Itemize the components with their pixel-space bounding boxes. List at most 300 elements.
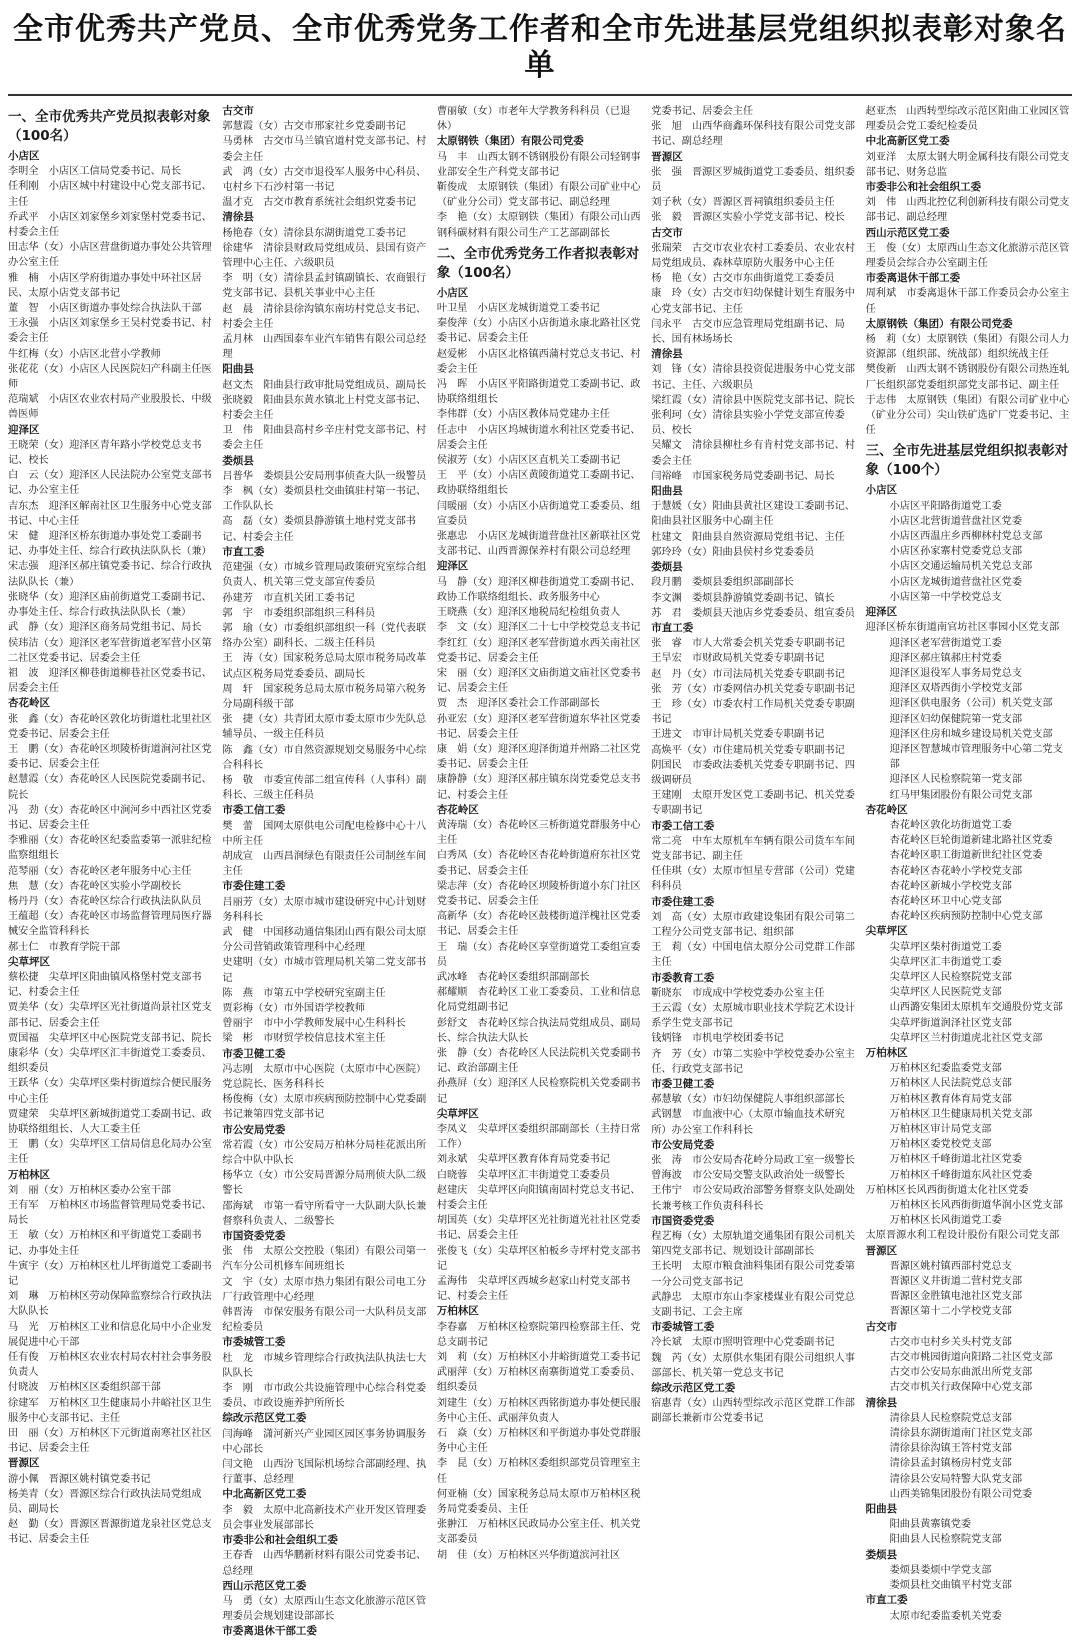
list-item: 杨俊梅（女）太原市疾病预防控制中心党委副书记兼第四党支部书记	[222, 1094, 427, 1121]
district-heading: 古交市	[865, 1320, 898, 1333]
list-item: 迎泽区妇幼保健院第一党支部	[889, 713, 1023, 725]
list-item: 清徐县孟封镇杨房村党支部	[889, 1458, 1012, 1470]
list-item: 刘 高（女）太原市政建设集团有限公司第二工程分公司党支部书记、组织部	[651, 911, 855, 938]
list-item: 田志华（女）小店区营盘街道办事处公共管理办公室主任	[8, 242, 212, 269]
list-item: 康彩华（女）尖草坪区汇丰街道党工委委员、组织委员	[8, 1047, 212, 1075]
list-item: 迎泽区老军营街道党工委	[889, 637, 1002, 649]
district-heading: 迎泽区	[436, 560, 469, 573]
list-item: 杏花岭区杏花岭小学校党支部	[889, 865, 1023, 877]
list-item: 万柏林区教育体育局党支部	[889, 1093, 1012, 1105]
list-item: 李 枫（女）娄烦县杜交曲镇驻村第一书记、工作队队长	[222, 486, 427, 513]
list-item: 范琴丽（女）杏花岭区老年服务中心主任	[8, 865, 192, 877]
list-item: 曾海波 市公安局交警支队政治处一级警长	[651, 1170, 845, 1182]
district-heading: 太原钢铁（集团）有限公司党委	[436, 135, 584, 148]
list-item: 杨 莉（女）太原钢铁（集团）有限公司人力资源部（组织部、统战部）组织统战主任	[865, 334, 1070, 361]
list-item: 田 丽（女）万柏林区下元街道南寒社区社区书记、居委会主任	[8, 1428, 212, 1455]
list-item: 康 玲（女）古交市妇幼保健计划生育服务中心党支部书记、主任	[651, 288, 855, 315]
list-item: 冯 劲（女）杏花岭区中涧河乡中西社区党委书记、居委会主任	[8, 804, 212, 831]
list-item: 党委书记、居委会主任	[651, 106, 754, 117]
list-item: 小店区交通运输局机关党总支部	[889, 561, 1033, 573]
list-item: 吉东杰 迎泽区解南社区卫生服务中心党支部书记、中心主任	[8, 500, 212, 527]
district-heading: 市公安局党委	[222, 1123, 286, 1136]
list-item: 张翀江 万柏林区民政局办公室主任、机关党支部委员	[436, 1519, 641, 1546]
district-heading: 迎泽区	[865, 606, 898, 619]
list-item: 古交市屯村乡关头村党支部	[889, 1336, 1012, 1348]
list-item: 王伟宁 市公安局政治部警务督察支队处副处长兼考核工作负责科科长	[651, 1185, 855, 1212]
list-item: 雅 楠 小店区学府街道办事处中环社区居民、太原小店党支部书记	[8, 272, 202, 299]
district-heading: 万柏林区	[865, 1046, 908, 1059]
list-item: 古交市桃园街道向阳路二社区党支部	[889, 1352, 1053, 1364]
list-item: 阴国民 市委政法委机关党委专职副书记、四级调研员	[651, 759, 855, 786]
list-item: 尖草坪区兰村街道虎北社区党支部	[889, 1032, 1043, 1044]
district-heading: 市国资委党委	[222, 1230, 286, 1243]
district-heading: 市国资委党委	[651, 1214, 715, 1227]
list-item: 冷长斌 太原市照明管理中心党委副书记	[651, 1337, 835, 1349]
list-item: 刘 琳 万柏林区劳动保障监察综合行政执法大队队长	[8, 1291, 212, 1318]
list-item: 山西潞安集团太原机车交通股份党支部	[889, 1002, 1063, 1014]
list-item: 梁红霞（女）清徐县中医院党支部书记、院长	[651, 394, 855, 406]
list-item: 程艺梅（女）太原轨道交通集团有限公司机关第四党支部书记、规划设计部副部长	[651, 1231, 855, 1258]
list-item: 陈 鑫（女）市自然资源规划交易服务中心综合科科长	[222, 744, 427, 771]
district-heading: 迎泽区	[8, 423, 40, 436]
list-item: 杨 艳（女）古交市东曲街道党工委委员	[651, 273, 835, 285]
list-item: 闫文艳 山西汾飞国际机场综合部副经理、执行董事、总经理	[222, 1459, 427, 1486]
list-item: 王蕴超（女）杏花岭区市场监督管理局医疗器械安全监管科科长	[8, 911, 212, 938]
list-item: 宋志强 迎泽区郝庄镇党委书记、综合行政执法队队长（兼）	[8, 561, 212, 588]
district-heading: 尖草坪区	[865, 925, 908, 938]
district-heading: 西山示范区党工委	[865, 226, 950, 239]
list-item: 梁 彬 市财贸学校信息技术室主任	[222, 1033, 386, 1045]
district-heading: 市委城管工委	[222, 1336, 286, 1349]
list-item: 万柏林区长风街道党工委	[889, 1215, 1002, 1227]
district-heading: 尖草坪区	[8, 955, 50, 968]
list-item: 高焕平（女）市住建局机关党委专职副书记	[651, 744, 845, 756]
list-item: 杨华立（女）市公安局晋源分局刑侦大队二级警长	[222, 1170, 427, 1197]
list-item: 王 平（女）小店区黄陵街道党工委副书记、政协联络组组长	[436, 470, 641, 497]
list-item: 郝慧敏（女）市妇幼保健院人事组织部部长	[651, 1094, 845, 1106]
list-item: 武钢慧 市血液中心（太原市输血技术研究所）办公室工作科科长	[651, 1109, 845, 1136]
district-heading: 市委教育工委	[651, 971, 715, 984]
list-item: 乔武平 小店区刘家堡乡刘家堡村党委书记、村委会主任	[8, 211, 212, 239]
document-title: 全市优秀共产党员、全市优秀党务工作者和全市先进基层党组织拟表彰对象名单	[13, 12, 1067, 83]
list-item: 黄涛瑞（女）杏花岭区三桥街道党群服务中心主任	[436, 819, 641, 847]
district-heading: 市委工信工委	[222, 804, 286, 817]
district-heading: 古交市	[651, 226, 683, 239]
list-item: 常若霞（女）市公安局万柏林分局桂花派出所综合中队中队长	[222, 1139, 427, 1167]
list-item: 曾丽宇 市中小学教师发展中心生科科长	[222, 1018, 406, 1030]
list-item: 刘 伟 山西北控亿利创新科技有限公司党支部书记、副总经理	[865, 197, 1070, 224]
district-heading: 万柏林区	[8, 1168, 50, 1181]
list-item: 王晓荣（女）迎泽区青年路小学校党总支书记、校长	[8, 439, 202, 467]
list-item: 赵文杰 阳曲县行政审批局党组成员、副局长	[222, 379, 427, 391]
list-item: 阳曲县黄寨镇党委	[889, 1519, 972, 1531]
column-4	[651, 104, 857, 1425]
list-item: 阳曲县人民检察院党支部	[889, 1534, 1002, 1546]
list-item: 刘永斌 尖草坪区教育体育局党委书记	[436, 1154, 610, 1166]
list-item: 李雅丽（女）杏花岭区纪委监委第一派驻纪检监察组组长	[8, 835, 212, 862]
list-item: 尖草坪区柴村街道党工委	[889, 941, 1002, 953]
district-heading: 市委住建工委	[222, 880, 286, 893]
list-item: 迎泽区桥东街道南官坊社区事园小区党支部	[865, 622, 1060, 634]
section-heading: 三、全市先进基层党组织拟表彰对象（100个）	[865, 443, 1069, 479]
list-item: 杜建文 阳曲县自然资源局党组书记、主任	[651, 531, 845, 543]
list-item: 李伟群（女）小店区教体局党建办主任	[436, 409, 610, 421]
district-heading: 阳曲县	[651, 485, 683, 498]
list-item: 冯 晖 小店区平阳路街道党工委副书记、政协联络组组长	[436, 379, 641, 406]
list-item: 晋源区义井街道二营村党支部	[889, 1276, 1023, 1288]
columns-container	[8, 104, 1072, 1638]
district-heading: 万柏林区	[436, 1305, 479, 1318]
list-item: 张 毅 晋源区实验小学党支部书记、校长	[651, 212, 845, 224]
list-item: 邵海斌 市第一看守所看守一大队副大队长兼督察科负责人、二级警长	[222, 1200, 427, 1227]
list-item: 武 健 中国移动通信集团山西有限公司太原分公司营销政策管理科中心经理	[222, 926, 427, 954]
list-item: 太原晋源水利工程设计股份有限公司党支部	[865, 1230, 1060, 1242]
list-item: 杏花岭区新城小学校党支部	[889, 880, 1012, 892]
list-item: 李 艳（女）太原钢铁（集团）有限公司山西钢科碳材料有限公司生产工艺部副部长	[436, 212, 641, 239]
list-item: 小店区孙家寨村党委党总支部	[889, 546, 1023, 558]
list-item: 李凤义 尖草坪区委组织部副部长（主持日常工作）	[436, 1124, 641, 1151]
district-heading: 市委非公和社会组织工委	[865, 181, 982, 194]
district-heading: 清徐县	[651, 348, 683, 361]
district-heading: 市委离退休干部工委	[865, 272, 961, 285]
list-item: 武静忠 太原市东山李家楼煤业有限公司党总支副书记、工会主席	[651, 1291, 855, 1319]
list-item: 王 鹏（女）杏花岭区坝陵桥街道涧河社区党委书记、居委会主任	[8, 743, 212, 771]
list-item: 迎泽区双塔西街小学校党支部	[889, 683, 1023, 695]
district-heading: 西山示范区党工委	[222, 1579, 307, 1592]
district-heading: 杏花岭区	[865, 803, 908, 816]
list-item: 万柏林区长风西街街道太化社区党委	[865, 1184, 1029, 1196]
district-heading: 市直工委	[865, 1594, 908, 1607]
list-item: 武冰峰 杏花岭区委组织部副部长	[436, 971, 590, 983]
list-item: 马 静（女）迎泽区柳巷街道党工委副书记、政协工作联络组组长、政务服务中心	[436, 576, 641, 603]
list-item: 尖草坪区人民检察院党支部	[889, 971, 1012, 983]
list-item: 王春香 山西华鹏新材料有限公司党委书记、总经理	[222, 1550, 427, 1577]
list-item: 杨丹丹（女）杏花岭区综合行政执法队队员	[8, 895, 202, 907]
list-item: 红马甲集团股份有限公司党支部	[889, 789, 1033, 801]
list-item: 杏花岭区职工街道新世纪社区党委	[889, 850, 1043, 862]
list-item: 齐 芳（女）市第二实验中学校党委办公室主任、行政党支部书记	[651, 1048, 855, 1075]
list-item: 小店区龙城街道营盘社区党委	[889, 576, 1023, 588]
list-item: 张晓毅 阳曲县东黄水镇北上村党支部书记、村委会主任	[222, 394, 427, 422]
list-item: 赵 勤（女）晋源区晋源街道龙泉社区党总支书记、居委会主任	[8, 1519, 212, 1546]
list-item: 王云霞（女）太原城市职业技术学院艺术设计系学生党支部书记	[651, 1002, 855, 1030]
list-item: 王 敏（女）万柏林区和平街道党工委副书记、办事处主任	[8, 1230, 202, 1257]
list-item: 万柏林区千峰街道北社区党委	[889, 1154, 1023, 1166]
list-item: 吕普华 娄烦县公安局刑事侦查大队一级警员	[222, 470, 427, 482]
district-heading: 市委城管工委	[651, 1321, 715, 1334]
list-item: 李 昆（女）万柏林区委组织部党员管理室主任	[436, 1458, 641, 1485]
district-heading: 市委卫健工委	[222, 1047, 286, 1060]
list-item: 杜 龙 市城乡管理综合行政执法队执法七大队队长	[222, 1352, 427, 1379]
district-heading: 娄烦县	[222, 454, 254, 467]
list-item: 郝耀顺 杏花岭区工业工委委员、工业和信息化局党组副书记	[436, 987, 641, 1014]
list-item: 赵建庆 尖草坪区向阳镇南固村党总支书记、村委会主任	[436, 1184, 641, 1212]
list-item: 武丽萍（女）万柏林区南寨街道党工委委员、组织委员	[436, 1367, 641, 1394]
list-item: 卫 伟 阳曲县高村乡辛庄村党支部书记、村委会主任	[222, 425, 427, 452]
list-item: 贾国福 尖草坪区中心医院党支部书记、院长	[8, 1032, 212, 1044]
list-item: 杏花岭区敦化坊街道党工委	[889, 819, 1012, 831]
list-item: 郭玲玲（女）阳曲县侯村乡党委委员	[651, 546, 815, 558]
list-item: 陈 燕 市第五中学校研究室副主任	[222, 987, 386, 999]
list-item: 张 捷（女）共青团太原市委太原市少先队总辅导员、一级主任科员	[222, 714, 427, 741]
list-item: 胡 佳（女）万柏林区兴华街道滨河社区	[436, 1549, 621, 1561]
district-heading: 综改示范区党工委	[222, 1412, 307, 1425]
list-item: 晋源区金胜镇电池社区党支部	[889, 1291, 1023, 1303]
list-item: 胡成宣 山西昌润绿色有限责任公司制丝车间主任	[222, 850, 427, 878]
list-item: 李 文（女）迎泽区二十七中学校党总支书记	[436, 622, 641, 634]
column-1	[8, 104, 214, 1546]
list-item: 焦 慧（女）杏花岭区实验小学副校长	[8, 880, 182, 892]
district-heading: 晋源区	[8, 1457, 40, 1470]
list-item: 万柏林区卫生健康局机关党支部	[889, 1108, 1033, 1120]
list-item: 史建明（女）市城市管理局机关第二党支部书记	[222, 957, 427, 984]
list-item: 万柏林区审计局党支部	[889, 1124, 992, 1135]
district-heading: 市委非公和社会组织工委	[222, 1534, 338, 1547]
list-item: 迎泽区智慧城市管理服务中心第二党支部	[889, 743, 1063, 771]
list-item: 任有俊 万柏林区农业农村局农村社会事务股负责人	[8, 1352, 212, 1379]
list-item: 王永强 小店区刘家堡乡王吴村党委书记、村委会主任	[8, 318, 212, 345]
list-item: 贾建荣 尖草坪区新城街道党工委副书记、政协联络组组长、人大工委主任	[8, 1108, 212, 1135]
list-item: 杏花岭区环卫中心党支部	[889, 895, 1002, 907]
list-item: 王晓燕（女）迎泽区地税局纪检组负责人	[436, 607, 621, 619]
list-item: 张 芳（女）市委网信办机关党委专职副书记	[651, 683, 855, 695]
district-heading: 市委住建工委	[651, 895, 715, 908]
list-item: 高 磊（女）娄烦县静游镇土地村党支部书记、村委会主任	[222, 516, 416, 543]
district-heading: 古交市	[222, 105, 254, 117]
list-item: 靳晓东 市成成中学校党委办公室主任	[651, 987, 825, 999]
section-heading: 一、全市优秀共产党员拟表彰对象（100名）	[8, 109, 211, 144]
list-item: 李春嘉 万柏林区检察院第四检察部主任、党总支副书记	[436, 1321, 641, 1348]
list-item: 刘子秋（女）晋源区晋祠镇组织委员主任	[651, 197, 835, 209]
list-item: 郝士仁 市教育学院干部	[8, 941, 121, 953]
list-item: 迎泽区人民检察院第一党支部	[889, 774, 1023, 786]
list-item: 赵爱彬 小店区北格镇西蒲村党总支书记、村委会主任	[436, 348, 641, 375]
list-item: 王 鹏（女）尖草坪区工信局信息化局办公室主任	[8, 1139, 212, 1166]
list-item: 康 娟（女）迎泽区迎泽街道并州路二社区党委书记、居委会主任	[436, 743, 641, 771]
list-item: 任利刚 小店区城中村建设中心党支部书记、主任	[8, 181, 212, 208]
list-item: 清徐县东湖街道南门社区党支部	[889, 1428, 1033, 1440]
list-item: 小店区第一中学校党总支	[889, 591, 1002, 603]
list-item: 刘亚洋 太原太钢大明金属科技有限公司党支部书记、财务总监	[865, 151, 1070, 178]
list-item: 山西美锦集团股份有限公司党委	[889, 1488, 1033, 1500]
list-item: 祖 波 迎泽区柳巷街道柳巷社区党委书记、居委会主任	[8, 667, 212, 695]
list-item: 闫永平 古交市应急管理局党组副书记、局长、国有林场场长	[651, 318, 845, 346]
list-item: 游小佩 晋源区姚村镇党委书记	[8, 1473, 151, 1485]
district-heading: 市公安局党委	[651, 1138, 715, 1151]
list-item: 吴耀文 清徐县柳杜乡有肯村党支部书记、村委会主任	[651, 440, 855, 467]
list-item: 杏花岭区巨轮街道新建北路社区党委	[889, 835, 1053, 847]
district-heading: 杏花岭区	[8, 697, 50, 710]
district-heading: 杏花岭区	[436, 803, 479, 816]
list-item: 文 宇（女）太原市热力集团有限公司电工分厂行政管理中心经理	[222, 1276, 427, 1303]
list-item: 张俊飞（女）尖草坪区柏板乡寺坪村党支部书记	[436, 1245, 641, 1272]
list-item: 叶卫星 小店区龙城街道党工委书记	[436, 303, 600, 315]
list-item: 郭慧霞（女）古交市邢家社乡党委副书记	[222, 121, 406, 133]
list-item: 任志中 小店区坞城街道水利社区党委书记、居委会主任	[436, 424, 641, 451]
list-item: 太原市纪委监委机关党委	[889, 1610, 1002, 1622]
list-item: 马 勇（女）太原西山生态文化旅游示范区管理委员会规划建设部部长	[222, 1595, 427, 1623]
list-item: 宿惠青（女）山西转型综改示范区党群工作部副部长兼新市公党委书记	[651, 1398, 855, 1425]
list-item: 马勇林 古交市马兰镇官道村党支部书记、村委会主任	[222, 136, 427, 163]
list-item: 孙建芳 市直机关团工委书记	[222, 592, 355, 604]
district-heading: 清徐县	[865, 1396, 898, 1409]
list-item: 李文渊 娄烦县静游镇党委副书记、镇长	[651, 592, 835, 604]
list-item: 段月鹏 娄烦县委组织部副部长	[651, 577, 794, 589]
list-item: 曹丽敏（女）市老年大学教务科科员（已退休）	[436, 106, 631, 133]
district-heading: 中北高新区党工委	[865, 135, 950, 148]
list-item: 钱炳锋 市机电学校团委书记	[651, 1033, 784, 1045]
list-item: 迎泽区退役军人事务局党总支	[889, 667, 1023, 679]
list-item: 刘 莉（女）万柏林区小井峪街道党工委书记	[436, 1352, 641, 1364]
list-item: 娄烦县杜交曲镇平村党支部	[889, 1580, 1012, 1592]
list-item: 张晓华（女）迎泽区庙前街道党工委副书记、办事处主任、综合行政执法队队长（兼）	[8, 591, 212, 619]
list-item: 韩晋涛 市保安服务有限公司一大队科员支部纪检委员	[222, 1307, 427, 1334]
list-item: 王建刚 太原开发区党工委副书记、机关党委专职副书记	[651, 790, 855, 817]
list-item: 李明全 小店区工信局党委书记、局长	[8, 166, 182, 178]
list-item: 宋 健 迎泽区桥东街道办事处党工委副书记、办事处主任、综合行政执法队队长（兼）	[8, 531, 212, 558]
list-item: 侯淑芳（女）小店区区直机关工委副书记	[436, 455, 621, 467]
list-item: 郭 宇 市委组织部组织三科科员	[222, 607, 376, 619]
list-item: 白晓蓉 尖草坪区汇丰街道党工委委员	[436, 1169, 610, 1181]
list-item: 刘建生（女）万柏林区西铭街道办事处便民服务中心主任、武丽萍负责人	[436, 1397, 641, 1424]
title-divider	[8, 94, 1072, 96]
list-item: 张 静（女）杏花岭区人民法院机关党委副书记、政治部副主任	[436, 1047, 641, 1075]
list-item: 迎泽区郝庄镇郝庄村党委	[889, 652, 1002, 664]
column-5	[865, 104, 1072, 1622]
list-item: 付晓波 万柏林区区委组织部干部	[8, 1382, 161, 1394]
list-item: 孟月林 山西国泰车业汽车销售有限公司总经理	[222, 334, 427, 361]
list-item: 康静静（女）迎泽区郝庄镇东岗党委党总支书记、村委会主任	[436, 774, 641, 801]
list-item: 杨艳春（女）清徐县东湖街道党工委书记	[222, 227, 406, 239]
list-item: 魏 芮（女）太原供水集团有限公司组织人事部部长、机关第一党总支书记	[651, 1352, 855, 1379]
list-item: 王 俊（女）太原西山生态文化旅游示范区管理委员会综合办公室副主任	[865, 242, 1070, 270]
list-item: 李 毅 太原中北高新技术产业开发区管理委员会事业发展部部长	[222, 1504, 427, 1531]
list-item: 张 涛 市公安局杏花岭分局政工室一级警长	[651, 1155, 855, 1167]
list-item: 闫裕峰 市国家税务局党委副书记、局长	[651, 470, 835, 482]
list-item: 张花花（女）小店区人民医院妇产科副主任医师	[8, 363, 212, 391]
list-item: 彭舒文 杏花岭区综合执法局党组成员、副局长、综合执法大队长	[436, 1017, 641, 1044]
district-heading: 小店区	[436, 286, 469, 299]
list-item: 万柏林区人民法院党总支部	[889, 1078, 1012, 1090]
list-item: 王进文 市审计局机关党委专职副书记	[651, 729, 825, 741]
district-heading: 小店区	[8, 150, 40, 162]
list-item: 清徐县徐沟镇王答村党支部	[889, 1443, 1012, 1455]
district-heading: 阳曲县	[865, 1503, 898, 1516]
list-item: 清徐县人民检察院党总支部	[889, 1412, 1012, 1424]
list-item: 万柏林区委党校党支部	[889, 1139, 992, 1151]
list-item: 蔡松捷 尖草坪区阳曲镇风格堡村党支部书记、村委会主任	[8, 971, 202, 999]
district-heading: 市直工委	[222, 545, 265, 558]
district-heading: 小店区	[865, 484, 898, 497]
list-item: 赵慧霞（女）杏花岭区人民医院党委副书记、院长	[8, 774, 212, 801]
list-item: 杨美青（女）晋源区综合行政执法局党组成员、副局长	[8, 1488, 202, 1516]
list-item: 张利珂（女）清徐县实验小学党支部宣传委员、校长	[651, 410, 845, 437]
list-item: 周 轩 国家税务总局太原市税务局第六税务分局副科级干部	[222, 683, 427, 710]
list-item: 何亚楠（女）国家税务总局太原市万柏林区税务局党委委员、主任	[436, 1488, 641, 1516]
list-item: 石 焱（女）万柏林区和平街道办事处党群服务中心主任	[436, 1428, 641, 1455]
district-heading: 中北高新区党工委	[222, 1488, 307, 1501]
list-item: 贾彩梅（女）市外国语学校教师	[222, 1002, 366, 1014]
district-heading: 市直工委	[651, 621, 694, 634]
list-item: 苏 君 娄烦县天池店乡党委委员、组宣委员	[651, 607, 855, 619]
list-item: 赵亚杰 山西转型综改示范区阳曲工业园区管理委员会党工委纪检委员	[865, 106, 1070, 133]
district-heading: 市委工信工委	[651, 819, 715, 832]
district-heading: 太原钢铁（集团）有限公司党委	[865, 317, 1013, 330]
list-item: 于慧媛（女）阳曲县黄社区建设工委副书记、阳曲县社区服务中心副主任	[651, 501, 855, 528]
list-item: 张惠忠 小店区龙城街道营盘社区新联社区党支部书记、山西晋源保养村有限公司总经理	[436, 531, 641, 558]
district-heading: 清徐县	[222, 211, 254, 224]
list-item: 万柏林区千峰街道东风社区党委	[889, 1169, 1033, 1181]
list-item: 小店区西温庄乡西柳林村党总支部	[889, 531, 1043, 543]
list-item: 冯志刚 太原市中心医院（太原市中心医院）党总院长、医务科科长	[222, 1063, 427, 1090]
list-item: 刘 丽（女）万柏林区委办公室干部	[8, 1184, 171, 1196]
list-item: 娄烦县娄烦中学党支部	[889, 1564, 992, 1576]
list-item: 王 瑞（女）杏花岭区享堂街道党工委组宣委员	[436, 941, 641, 968]
list-item: 赵 丹（女）市司法局机关党委专职副书记	[651, 668, 845, 680]
list-item: 王旱宏 市财政局机关党委专职副书记	[651, 653, 825, 665]
list-item: 贾美华（女）尖草坪区光社街道尚景社区党支部书记、居委会主任	[8, 1002, 212, 1029]
list-item: 尖草坪区汇丰街道党工委	[889, 956, 1002, 968]
list-item: 尖草坪区人民医院党支部	[889, 987, 1002, 999]
district-heading: 市委卫健工委	[651, 1078, 715, 1090]
list-item: 万柏林区纪委监委党支部	[889, 1063, 1002, 1075]
list-item: 周利斌 市委离退休干部工作委员会办公室主任	[865, 288, 1070, 315]
list-item: 孙燕屏（女）迎泽区人民检察院机关党委副书记	[436, 1078, 641, 1105]
list-item: 闫暖丽（女）小店区小店街道党工委委员、组宣委员	[436, 500, 641, 527]
list-item: 李 刚 市市政公共设施管理中心综合科党委委员、市政设施养护所所长	[222, 1383, 427, 1410]
list-item: 小店区平阳路街道党工委	[889, 500, 1002, 512]
district-heading: 综改示范区党工委	[651, 1382, 736, 1395]
list-item: 晋源区第十二小学校党支部	[889, 1306, 1012, 1318]
list-item: 靳俊成 太原钢铁（集团）有限公司矿业中心（矿业分公司）党支部书记、副总经理	[436, 182, 641, 209]
list-item: 董 智 小店区街道办事处综合执法队干部	[8, 303, 202, 315]
list-item: 马 光 万柏林区工业和信息化局中小企业发展促进中心干部	[8, 1321, 212, 1348]
list-item: 张 强 晋源区罗城街道党工委委员、组织委员	[651, 166, 855, 194]
list-item: 尖草坪街道润泽社区党支部	[889, 1017, 1012, 1029]
list-item: 吕丽芳（女）太原市城市建设研究中心计划财务科科长	[222, 896, 427, 923]
district-heading: 阳曲县	[222, 363, 254, 376]
list-item: 温才克 古交市教育系统社会组织党委书记	[222, 197, 416, 209]
list-item: 徐建军 万柏林区卫生健康局小井峪社区卫生服务中心支部书记、主任	[8, 1397, 212, 1424]
section-heading: 二、全市优秀党务工作者拟表彰对象（100名）	[436, 245, 640, 281]
list-item: 闫海峰 潇河新兴产业园区园区事务协调服务中心部长	[222, 1428, 427, 1455]
list-item: 徐建华 清徐县财政局党组成员、县国有资产管理中心主任、六级职员	[222, 242, 427, 270]
list-item: 杨 敬 市委宣传部二组宣传科（人事科）副科长、三级主任科员	[222, 774, 427, 802]
list-item: 胡国英（女）尖草坪区光社街道光社社区党委书记、居委会主任	[436, 1215, 641, 1242]
column-2	[222, 104, 428, 1638]
list-item: 张瑞荣 古交市农业农村工委委员、农业农村局党组成员、森林草原防火服务中心主任	[651, 242, 855, 270]
list-item: 王长明 太原市粮食油料集团有限公司党委第一分公司党支部书记	[651, 1261, 855, 1288]
list-item: 李红红（女）迎泽区老军营街道水西关南社区党委书记、居委会主任	[436, 637, 641, 664]
list-item: 赵 晨 清徐县徐沟镇东南坊村党总支书记、村委会主任	[222, 303, 427, 330]
list-item: 牛寅宇（女）万柏林区杜儿坪街道党工委副书记	[8, 1260, 212, 1288]
list-item: 王 莉（女）中国电信太原分公司党群工作部主任	[651, 942, 855, 969]
list-item: 于志伟 太原钢铁（集团）有限公司矿业中心（矿业分公司）尖山铁矿选矿厂党委书记、主任	[865, 394, 1070, 437]
list-item: 白 云（女）迎泽区人民法院办公室党支部书记、办公室主任	[8, 470, 212, 497]
list-item: 刘 锋（女）清徐县投资促进服务中心党支部书记、主任、六级职员	[651, 364, 855, 391]
list-item: 张 鑫（女）杏花岭区敦化坊街道杜北里社区党委书记、居委会主任	[8, 713, 212, 740]
list-item: 古交市机关行政保障中心党支部	[889, 1382, 1033, 1394]
list-item: 范瑞斌 小店区农业农村局产业股股长、中级兽医师	[8, 394, 212, 421]
list-item: 李 明（女）清徐县孟封镇副镇长、农商银行党支部书记、县机关事业中心主任	[222, 273, 427, 300]
list-item: 王 涛（女）国家税务总局太原市税务局改革试点区税务局党委委员、副局长	[222, 653, 427, 680]
list-item: 白秀凤（女）杏花岭区杏花岭街道府东社区党委书记、居委会主任	[436, 850, 641, 877]
district-heading: 晋源区	[865, 1244, 898, 1257]
list-item: 宋 丽（女）迎泽区文庙街道文庙社区党委书记、居委会主任	[436, 667, 641, 695]
list-item: 高新华（女）杏花岭区鼓楼街道洋槐社区党委书记、居委会主任	[436, 911, 641, 938]
list-item: 武 静（女）迎泽区商务局党组书记、局长	[8, 622, 202, 634]
list-item: 张 睿 市人大常委会机关党委专职副书记	[651, 638, 845, 650]
